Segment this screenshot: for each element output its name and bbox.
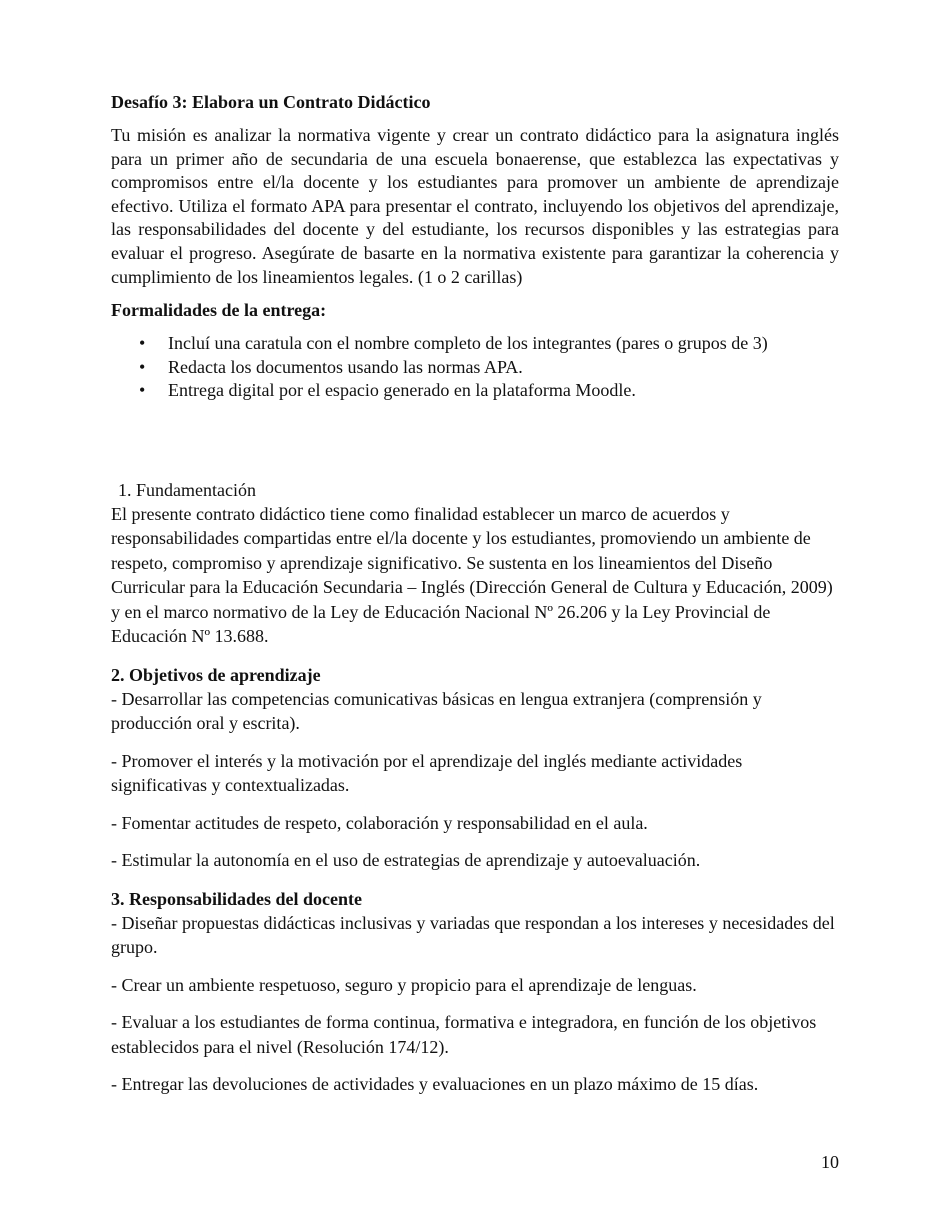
page-number: 10 xyxy=(821,1152,839,1172)
challenge-title: Desafío 3: Elabora un Contrato Didáctico xyxy=(111,92,431,112)
list-item-text: Redacta los documentos usando las normas APA. xyxy=(168,356,523,377)
list-item-text: Incluí una caratula con el nombre completo de los integrantes (pares o grupos de 3) xyxy=(168,333,768,354)
section-title-fundamentacion: 1. Fundamentación xyxy=(118,479,256,500)
list-item: - Fomentar actitudes de respeto, colaboración y responsabilidad en el aula. xyxy=(111,812,648,833)
list-item xyxy=(111,356,839,380)
list-item: - Promover el interés y la motivación por el aprendizaje del inglés mediante actividades significativas y contextualizadas. xyxy=(111,750,743,796)
list-item xyxy=(111,332,839,356)
list-item: - Desarrollar las competencias comunicativas básicas en lengua extranjera (comprensión y producción oral y escrita). xyxy=(111,688,762,734)
page-content xyxy=(111,91,839,1097)
bullet-icon: • xyxy=(139,356,146,377)
section-title-responsabilidades: 3. Responsabilidades del docente xyxy=(111,888,363,909)
list-item: - Evaluar a los estudiantes de forma continua, formativa e integradora, en función de los objetivos establecidos para el nivel (Resolución 174/12). xyxy=(111,1012,817,1057)
delivery-title: Formalidades de la entrega: xyxy=(111,300,327,321)
delivery-list xyxy=(111,332,839,403)
section-text-fundamentacion: El presente contrato didáctico tiene como finalidad establecer un marco de acuerdos y responsabilidades compartidas entre el/la docente y los estudiantes, promoviendo un ambiente de respeto, compromiso y aprendizaje significativo. Se sustenta en los lineamientos del Diseño Curricular para la Educación Secundaria – Inglés (Dirección General de Cultura y Educación, 2009) y en el marco normativo de la Ley de Educación Nacional Nº 26.206 y la Ley Provincial de Educación Nº 13.688. xyxy=(111,503,833,647)
list-item-text: Entrega digital por el espacio generado en la plataforma Moodle. xyxy=(168,380,636,401)
section-title-objetivos: 2. Objetivos de aprendizaje xyxy=(111,664,321,685)
bullet-icon: • xyxy=(139,380,146,401)
list-item: - Crear un ambiente respetuoso, seguro y propicio para el aprendizaje de lenguas. xyxy=(111,974,697,995)
list-item xyxy=(111,379,839,403)
challenge-description: Tu misión es analizar la normativa vigente y crear un contrato didáctico para la asignatura inglés para un primer año de secundaria de una escuela bonaerense, que establezca las expectativas y compromisos entre el/la docente y los estudiantes para promover un ambiente de aprendizaje efectivo. Utiliza el formato APA para presentar el contrato, incluyendo los objetivos del aprendizaje, las responsabilidades del docente y del estudiante, los recursos disponibles y las estrategias para evaluar el progreso. Asegúrate de basarte en la normativa existente para garantizar la coherencia y cumplimiento de los lineamientos legales. (1 o 2 carillas) xyxy=(111,125,839,287)
list-item: - Diseñar propuestas didácticas inclusivas y variadas que respondan a los intereses y necesidades del grupo. xyxy=(111,912,835,958)
list-item: - Entregar las devoluciones de actividades y evaluaciones en un plazo máximo de 15 días. xyxy=(111,1074,759,1095)
list-item: - Estimular la autonomía en el uso de estrategias de aprendizaje y autoevaluación. xyxy=(111,850,701,871)
bullet-icon: • xyxy=(139,333,146,354)
